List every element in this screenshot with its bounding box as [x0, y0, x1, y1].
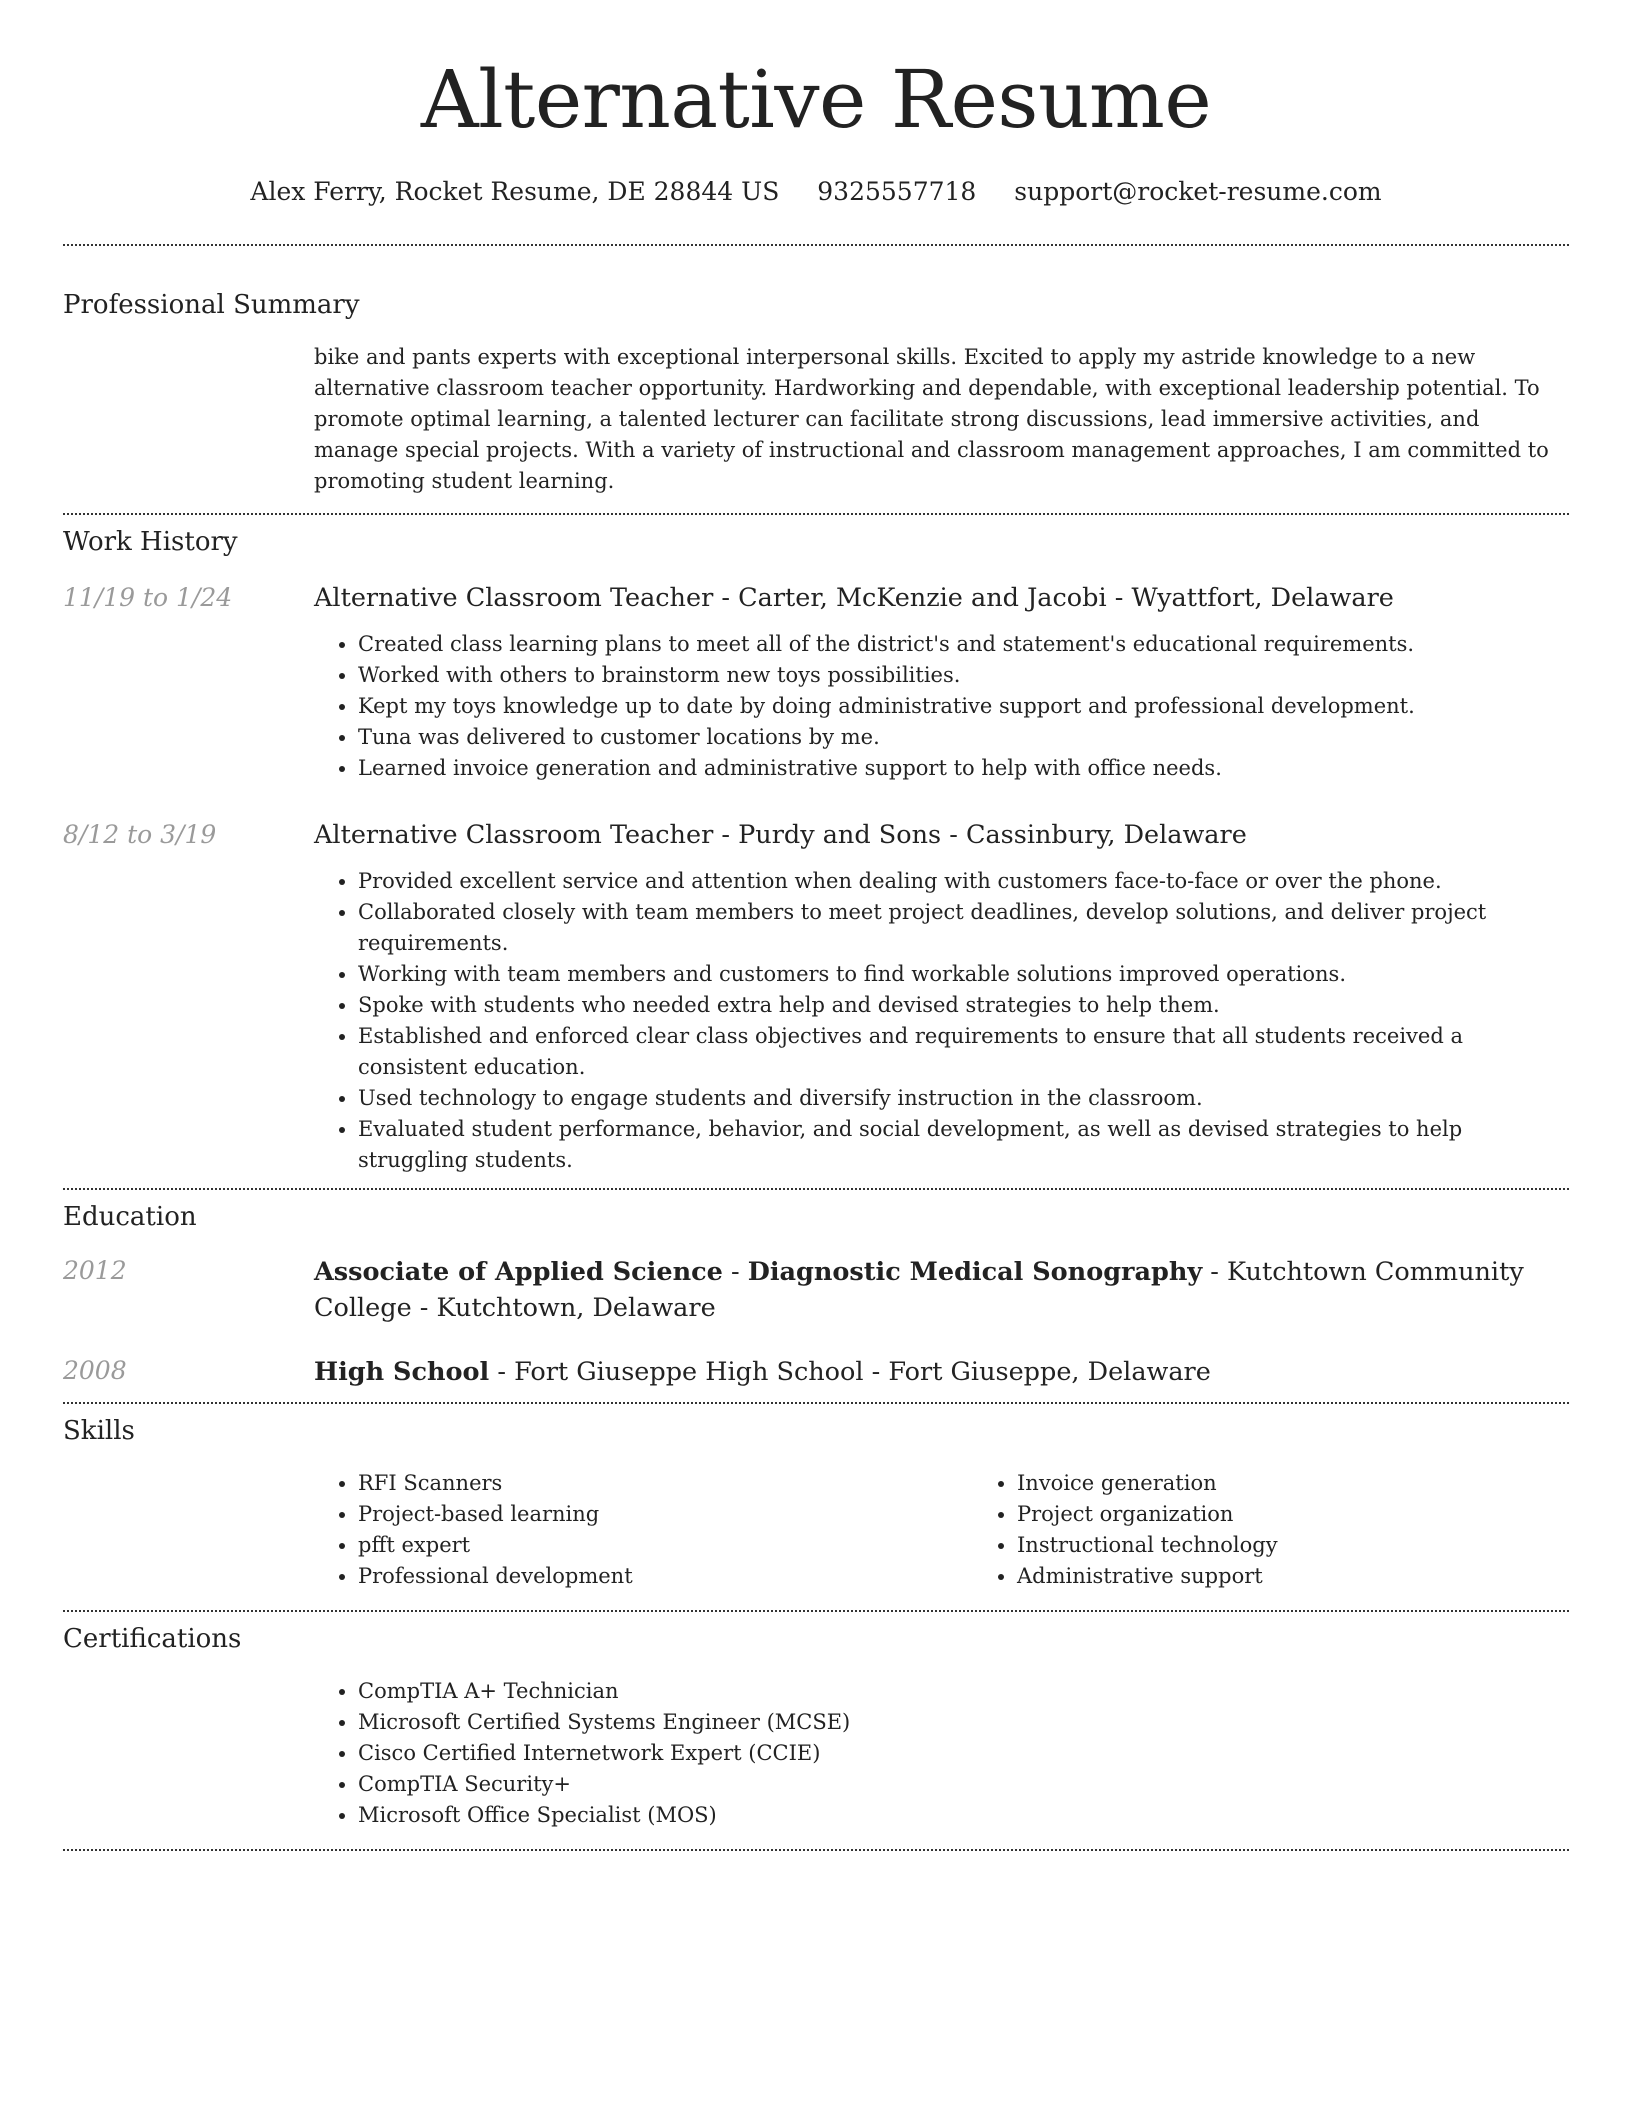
summary-text: bike and pants experts with exceptional interpersonal skills. Excited to apply my astride knowledge to a new alternative classroom teacher opportunity. Hardworking and dependable, with exceptional leadership potential. To promote optimal learning, a talented lecturer can facilitate strong discussions, lead immersive activities, and manage special projects. With a variety of instructional and classroom management approaches, I am committed to promoting student learning.	[314, 345, 1549, 493]
education-year: 2012	[63, 1256, 127, 1285]
job-entry	[63, 818, 1569, 1188]
list-item: • Collaborated closely with team members to meet project deadlines, develop solutions, and deliver project requirements.	[358, 897, 1569, 959]
list-item: • Established and enforced clear class objectives and requirements to ensure that all students received a consistent education.	[358, 1021, 1569, 1083]
skill-item: • Administrative support	[1017, 1561, 1632, 1592]
list-item: • Evaluated student performance, behavior, and social development, as well as devised strategies to help struggling students.	[358, 1114, 1569, 1176]
job-title: Alternative Classroom Teacher	[314, 583, 714, 613]
certification-item: • Microsoft Certified Systems Engineer (MCSE)	[358, 1707, 1569, 1738]
job-title-line: Alternative Classroom Teacher - Carter, McKenzie and Jacobi - Wyattfort, Delaware	[314, 583, 1394, 613]
job-entry	[63, 581, 1569, 784]
list-item: • Spoke with students who needed extra help and devised strategies to help them.	[358, 990, 1569, 1021]
education-title-line: High School - Fort Giuseppe High School - Fort Giuseppe, Delaware	[314, 1357, 1211, 1387]
skills-heading: Skills	[63, 1416, 135, 1446]
certification-item: • CompTIA A+ Technician	[358, 1676, 1569, 1707]
certifications-heading: Certifications	[63, 1624, 242, 1654]
list-item: • Tuna was delivered to customer locations by me.	[358, 722, 1569, 753]
education-section	[63, 1190, 1569, 1402]
certification-item: • Cisco Certified Internetwork Expert (CCIE)	[358, 1738, 1569, 1769]
contact-address: Alex Ferry, Rocket Resume, DE 28844 US	[250, 177, 780, 206]
job-company: Purdy and Sons	[738, 820, 942, 850]
job-dates: 11/19 to 1/24	[63, 583, 233, 612]
job-dates: 8/12 to 3/19	[63, 820, 217, 849]
skills-section	[63, 1404, 1569, 1610]
certification-item: • CompTIA Security+	[358, 1769, 1569, 1800]
list-item: • Used technology to engage students and diversify instruction in the classroom.	[358, 1083, 1569, 1114]
skill-item: • Project-based learning	[358, 1499, 973, 1530]
job-location: Wyattfort, Delaware	[1131, 583, 1394, 613]
education-field: Diagnostic Medical Sonography	[747, 1257, 1203, 1287]
skill-item: • Instructional technology	[1017, 1530, 1632, 1561]
education-school: Kutchtown Community College	[314, 1257, 1524, 1323]
job-bullets	[314, 629, 1569, 784]
education-school: Fort Giuseppe High School	[514, 1357, 864, 1387]
education-degree: Associate of Applied Science	[314, 1257, 723, 1287]
skill-item: • Professional development	[358, 1561, 973, 1592]
certification-item: • Microsoft Office Specialist (MOS)	[358, 1800, 1569, 1831]
list-item: • Kept my toys knowledge up to date by doing administrative support and professional development.	[358, 691, 1569, 722]
education-location: Kutchtown, Delaware	[436, 1293, 716, 1323]
list-item: • Provided excellent service and attention when dealing with customers face-to-face or over the phone.	[358, 866, 1569, 897]
resume-title: Alternative Resume	[420, 53, 1212, 146]
job-title: Alternative Classroom Teacher	[314, 820, 714, 850]
job-location: Cassinbury, Delaware	[965, 820, 1247, 850]
job-title-line: Alternative Classroom Teacher - Purdy and Sons - Cassinbury, Delaware	[314, 820, 1247, 850]
divider	[63, 1849, 1569, 1851]
work-history-heading: Work History	[63, 527, 238, 557]
list-item: • Working with team members and customers to find workable solutions improved operations.	[358, 959, 1569, 990]
education-entry	[63, 1254, 1569, 1326]
summary-section	[63, 246, 1569, 513]
contact-line	[63, 176, 1569, 208]
skill-item: • Invoice generation	[1017, 1468, 1632, 1499]
contact-email: support@rocket-resume.com	[1014, 177, 1382, 206]
education-title-line: Associate of Applied Science - Diagnostic Medical Sonography - Kutchtown Community College - Kutchtown, Delaware	[314, 1257, 1524, 1323]
certifications-section	[63, 1612, 1569, 1849]
skill-item: • pfft expert	[358, 1530, 973, 1561]
education-entry	[63, 1354, 1569, 1402]
skill-item: • Project organization	[1017, 1499, 1632, 1530]
education-degree: High School	[314, 1357, 490, 1387]
job-bullets	[314, 866, 1569, 1176]
job-company: Carter, McKenzie and Jacobi	[738, 583, 1107, 613]
work-history-section	[63, 515, 1569, 1188]
summary-heading: Professional Summary	[63, 290, 360, 320]
contact-phone: 9325557718	[817, 177, 977, 206]
education-location: Fort Giuseppe, Delaware	[888, 1357, 1211, 1387]
skills-list-left	[314, 1468, 973, 1592]
education-heading: Education	[63, 1202, 197, 1232]
list-item: • Worked with others to brainstorm new toys possibilities.	[358, 660, 1569, 691]
list-item: • Learned invoice generation and administrative support to help with office needs.	[358, 753, 1569, 784]
skills-list-right	[973, 1468, 1632, 1592]
education-year: 2008	[63, 1356, 127, 1385]
skill-item: • RFI Scanners	[358, 1468, 973, 1499]
certifications-list	[314, 1676, 1569, 1831]
list-item: • Created class learning plans to meet all of the district's and statement's educational requirements.	[358, 629, 1569, 660]
